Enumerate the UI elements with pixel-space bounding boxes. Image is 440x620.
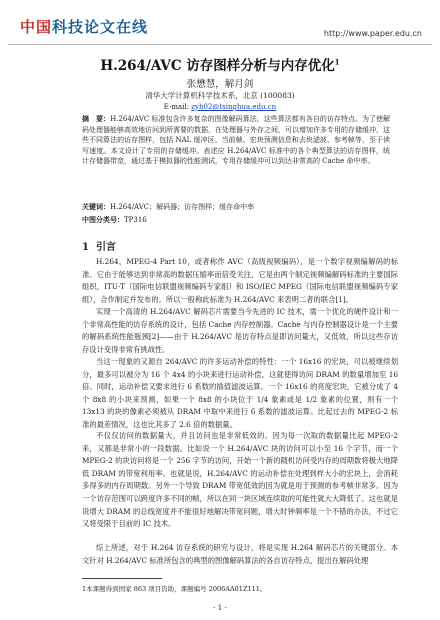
keywords	[82, 202, 254, 212]
abstract	[82, 114, 390, 167]
clc-label: 中图分类号：	[82, 215, 124, 224]
classification	[82, 215, 147, 225]
email-link[interactable]: zyh02@tsinghua.edu.cn	[191, 103, 277, 111]
clc-text: TP316	[124, 216, 147, 224]
body-paragraph-5	[82, 542, 398, 567]
page-header	[8, 10, 432, 45]
title-footnote-mark: 1	[334, 57, 340, 67]
body-paragraph-1	[82, 256, 398, 306]
paragraph-text: 实现一个高清的 H.264/AVC 解码芯片需要当今先进的 IC 技术，需一个优化的硬件设计和一个非常高性能的访存系统的设计，包括 Cache 内存控制器。Cache 与内存控制器设计是一个主要的解码系统性能瓶颈[2]——由于 H.264/AVC 是访存特点是即访问量大，又低效，所以这些存访存设计变得非常有挑战性。	[82, 307, 398, 354]
email-line	[0, 103, 440, 111]
abstract-label: 摘 要：	[82, 114, 111, 123]
logo-prefix: 中国	[20, 18, 53, 36]
footnote: 1本课题得到国家 863 项目资助，课题编号 2006AA01Z111。	[82, 585, 267, 593]
paragraph-text: H.264，MPEG-4 Part 10，或者称作 AVC（高级视频编码），是一个数字视频编解码的标准。它由于能够达到非常高的数据压缩率而倍受关注，它是由两个制定视频编解码标准的主要国际组织，ITU-T（国际电信联盟视频编码专家组）和 ISO/IEC MPEG（国际电信联盟视频编码专家组），合作制定并发布的。所以一般称此标准为 H.264/AVC 来表明二者的联合[1]。	[82, 257, 398, 304]
section-heading	[82, 238, 116, 253]
authors: 张懋慧，解月剑	[186, 79, 254, 90]
body-paragraph-3	[82, 356, 398, 432]
section-title: 引言	[95, 242, 116, 253]
paragraph-text: 不仅仅访问的数据量大，并且访问也是非常低效的。因为每一次取的数据量比起 MPEG-2 来，又都是非常小的一段数据。比如说一个 H.264/AVC 块的访问可以小至 16 个字节，而一个 MPEG-2 的块访问将是一个 256 字节的访问，开始一个新的随机访问受内存的周期数将极大地降低 DRAM 的带宽利用率。也就是说，H.264/AVC 的运动补偿在处理到样大小的宏块上，会消耗多得多的内存周期数。另外一个导致 DRAM 带宽低效的因为就是用于预测的参考帧非常多。因为一个访存范围可以跨度许多不同的帧，所以在同一块区域连续取的可能性就大大降低了。这也就是说增大 DRAM 的总线宽度并不能很好地解决带宽问题，增大时钟频率是一个不错的办法，不过它又将受限于目前的 IC 技术。	[82, 431, 398, 529]
body-paragraph-2	[82, 306, 398, 356]
keywords-text: H.264/AVC；解码器；访存图样；缓存命中率	[110, 203, 255, 211]
logo-main: 科技论文在线	[52, 18, 149, 36]
keywords-label: 关键词：	[82, 202, 110, 211]
title-text: H.264/AVC 访存图样分析与内存优化	[100, 58, 335, 74]
page-number: - 1 -	[213, 604, 227, 612]
site-logo	[20, 16, 148, 37]
paragraph-text: 综上所述，对于 H.264 访存系统的研究与设计，将是实现 H.264 解码芯片的关键部分。本文针对 H.264/AVC 标准所包含的典型的图像解码算法的各自访存特点，提出在解码处理	[82, 543, 398, 565]
section-number: 1	[82, 242, 89, 253]
abstract-text: H.264/AVC 标准包含许多复杂的图像解码算法，这些算法都有各自的访存特点。为了使解码处理器能够高效地访问到所需要的数据，在处理器与外存之间，可以增加许多专用的存储缓冲，这些不同算法的访存图样，包括 NAL 缓冲区、当前帧、宏块预测信息和去块滤波、参考帧等，至于读写速度。本文设计了专用的存储缓冲。表述应 H.264/AVC 标准中的各个典型算法的访存图样，统计存储器带宽，通过基于模拟器的性能测试，专用存储缓冲可以到达非常高的 Cache 命中率。	[82, 115, 391, 166]
body-paragraph-4	[82, 430, 398, 531]
footnote-divider	[82, 578, 162, 579]
paragraph-text: 当这一现象的又源自 264/AVC 的许多运动补偿的特性：一个 16x16 的宏块，可以被继续划分，最多可以被分为 16 个 4x4 的小块来进行运动补偿，这就使得访问 DRAM 的数量增加至 16 倍。同时，运动补偿又要求进行 6 系数的插值滤波运算。一个 16x16 的亮度宏块，它被分成了 4 个 8x8 的小块来预测，如果一个 8x8 的小块位于 1/4 象素或是 1/2 象素的位置，则有一个 13x13 的块的像素必须被从 DRAM 中取中来进行 6 系数的滤波运算。比起过去的 MPEG-2 标准的最差情况，这也比其多了 2.6 倍的数据量。	[82, 357, 398, 429]
affiliation: 清华大学计算机科学技术系，北京 (100083)	[145, 91, 295, 100]
site-url[interactable]: http://www.paper.edu.cn	[323, 29, 422, 38]
email-label: E-mail:	[163, 103, 190, 111]
paper-title	[0, 54, 440, 74]
